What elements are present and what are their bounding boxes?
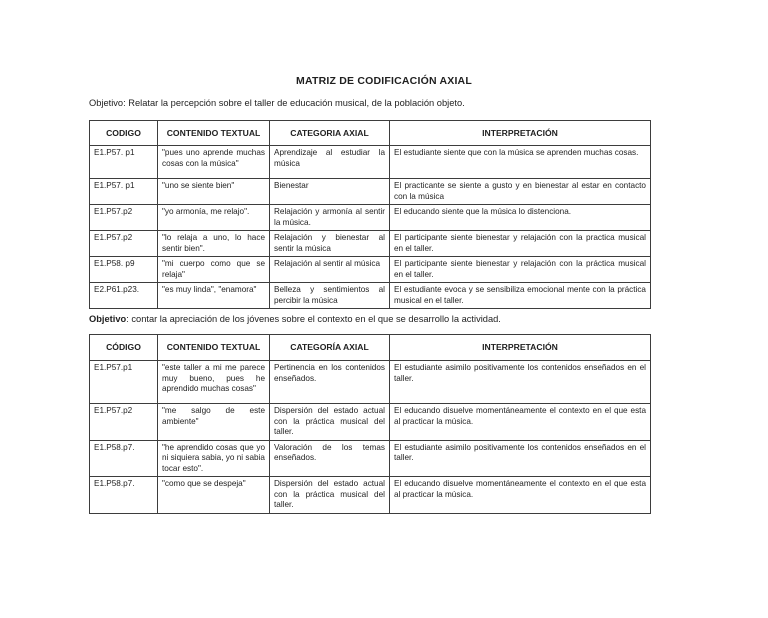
cell-codigo: E1.P57.p1 bbox=[90, 361, 158, 404]
column-header-categoria-axial: CATEGORÍA AXIAL bbox=[270, 335, 390, 361]
table-row bbox=[90, 257, 651, 283]
cell-contenido: "me salgo de este ambiente" bbox=[158, 404, 270, 441]
table-row bbox=[90, 179, 651, 205]
cell-contenido: "yo armonía, me relajo". bbox=[158, 205, 270, 231]
cell-categoria: Relajación y bienestar al sentir la música bbox=[270, 231, 390, 257]
objective-statement-1: Objetivo: Relatar la percepción sobre el taller de educación musical, de la población objeto. bbox=[89, 98, 465, 108]
table-row bbox=[90, 205, 651, 231]
cell-contenido: "este taller a mi me parece muy bueno, pues he aprendido muchas cosas" bbox=[158, 361, 270, 404]
cell-categoria: Relajación y armonía al sentir la música. bbox=[270, 205, 390, 231]
page-title: MATRIZ DE CODIFICACIÓN AXIAL bbox=[296, 75, 472, 87]
axial-coding-table-perception bbox=[89, 120, 651, 309]
objective-text: : contar la apreciación de los jóvenes sobre el contexto en el que se desarrollo la actividad. bbox=[126, 314, 501, 324]
cell-contenido: "mi cuerpo como que se relaja" bbox=[158, 257, 270, 283]
cell-contenido: "pues uno aprende muchas cosas con la música" bbox=[158, 146, 270, 179]
cell-contenido: "uno se siente bien" bbox=[158, 179, 270, 205]
cell-codigo: E1.P57. p1 bbox=[90, 179, 158, 205]
cell-codigo: E1.P58. p9 bbox=[90, 257, 158, 283]
cell-categoria: Relajación al sentir al música bbox=[270, 257, 390, 283]
column-header-codigo: CÓDIGO bbox=[90, 335, 158, 361]
cell-interpretacion: El estudiante siente que con la música se aprenden muchas cosas. bbox=[390, 146, 651, 179]
cell-contenido: "he aprendido cosas que yo ni siquiera sabia, yo ni sabia tocar esto". bbox=[158, 440, 270, 477]
cell-contenido: "es muy linda", "enamora" bbox=[158, 283, 270, 309]
cell-interpretacion: El estudiante asimilo positivamente los contenidos enseñados en el taller. bbox=[390, 440, 651, 477]
cell-interpretacion: El participante siente bienestar y relajación con la practica musical en el taller. bbox=[390, 231, 651, 257]
table-row bbox=[90, 440, 651, 477]
cell-categoria: Pertinencia en los contenidos enseñados. bbox=[270, 361, 390, 404]
cell-categoria: Bienestar bbox=[270, 179, 390, 205]
cell-codigo: E2.P61.p23. bbox=[90, 283, 158, 309]
cell-categoria: Dispersión del estado actual con la práctica musical del taller. bbox=[270, 404, 390, 441]
cell-codigo: E1.P57.p2 bbox=[90, 205, 158, 231]
column-header-contenido-textual: CONTENIDO TEXTUAL bbox=[158, 335, 270, 361]
objective-statement-2 bbox=[89, 313, 650, 325]
cell-interpretacion: El educando disuelve momentáneamente el contexto en el que esta al practicar la música. bbox=[390, 477, 651, 514]
table-row bbox=[90, 477, 651, 514]
cell-codigo: E1.P57. p1 bbox=[90, 146, 158, 179]
cell-contenido: "como que se despeja" bbox=[158, 477, 270, 514]
column-header-contenido-textual: CONTENIDO TEXTUAL bbox=[158, 121, 270, 146]
column-header-categoria-axial: CATEGORIA AXIAL bbox=[270, 121, 390, 146]
cell-codigo: E1.P58.p7. bbox=[90, 477, 158, 514]
cell-interpretacion: El educando siente que la música lo distenciona. bbox=[390, 205, 651, 231]
cell-interpretacion: El estudiante evoca y se sensibiliza emocional mente con la práctica musical en el taller. bbox=[390, 283, 651, 309]
table-row bbox=[90, 231, 651, 257]
table-row bbox=[90, 146, 651, 179]
objective-label: Objetivo bbox=[89, 314, 127, 324]
table-header-row bbox=[90, 121, 651, 146]
cell-contenido: "lo relaja a uno, lo hace sentir bien". bbox=[158, 231, 270, 257]
cell-interpretacion: El estudiante asimilo positivamente los contenidos enseñados en el taller. bbox=[390, 361, 651, 404]
column-header-codigo: CODIGO bbox=[90, 121, 158, 146]
cell-codigo: E1.P57.p2 bbox=[90, 404, 158, 441]
cell-categoria: Belleza y sentimientos al percibir la música bbox=[270, 283, 390, 309]
cell-interpretacion: El educando disuelve momentáneamente el contexto en el que esta al practicar la música. bbox=[390, 404, 651, 441]
cell-interpretacion: El participante siente bienestar y relajación con la práctica musical en el taller. bbox=[390, 257, 651, 283]
table-row bbox=[90, 283, 651, 309]
cell-categoria: Dispersión del estado actual con la práctica musical del taller. bbox=[270, 477, 390, 514]
cell-codigo: E1.P57.p2 bbox=[90, 231, 158, 257]
cell-categoria: Valoración de los temas enseñados. bbox=[270, 440, 390, 477]
cell-interpretacion: El practicante se siente a gusto y en bienestar al estar en contacto con la música bbox=[390, 179, 651, 205]
table-header-row bbox=[90, 335, 651, 361]
table-row bbox=[90, 404, 651, 441]
cell-codigo: E1.P58.p7. bbox=[90, 440, 158, 477]
cell-categoria: Aprendizaje al estudiar la música bbox=[270, 146, 390, 179]
column-header-interpretacion: INTERPRETACIÓN bbox=[390, 121, 651, 146]
column-header-interpretacion: INTERPRETACIÓN bbox=[390, 335, 651, 361]
axial-coding-table-context bbox=[89, 334, 651, 514]
table-row bbox=[90, 361, 651, 404]
document-body bbox=[89, 97, 650, 514]
